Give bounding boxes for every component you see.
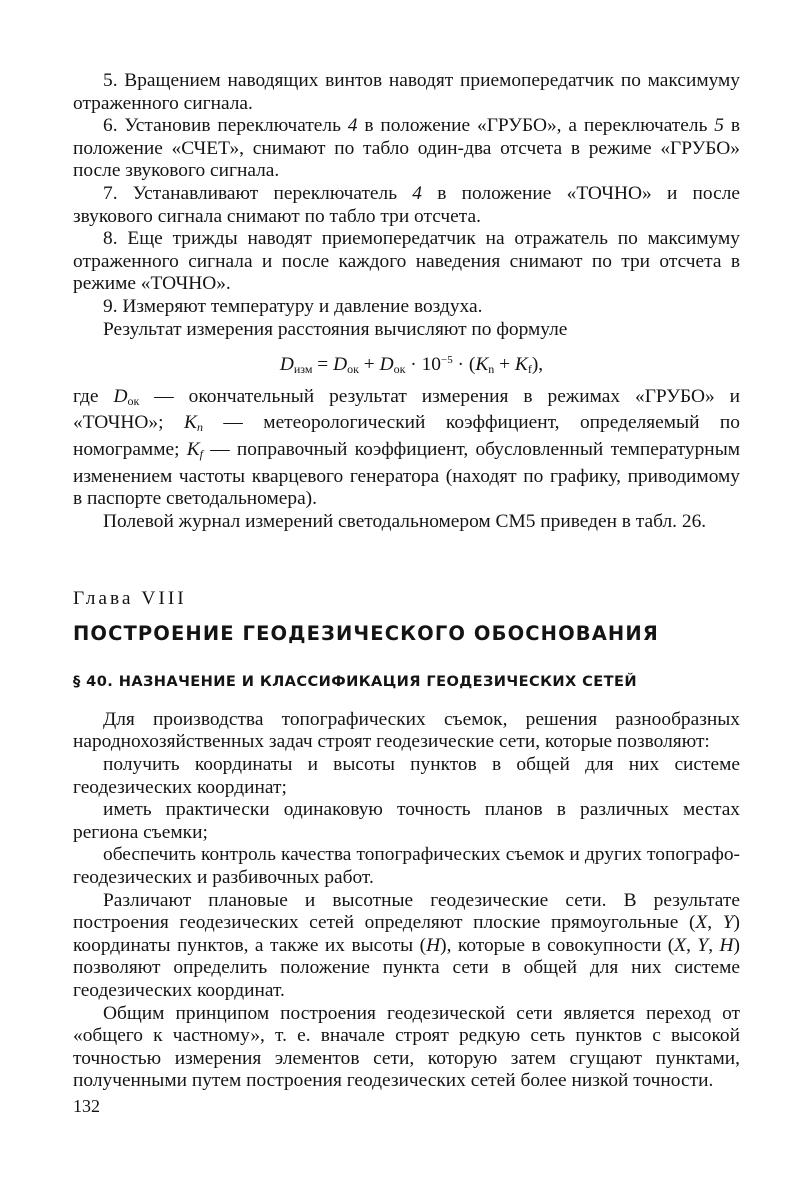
section-paragraph — [73, 890, 740, 1003]
coordinate-symbol: Y — [722, 912, 734, 934]
formula-subscript: n — [488, 362, 495, 377]
step-9: 9. Измеряют температуру и давление воздуха. — [103, 295, 483, 317]
step-6 — [73, 115, 740, 183]
formula-symbol: D — [113, 385, 128, 407]
formula-exponent: −5 — [440, 354, 453, 367]
paragraph-text: Различают плановые и высотные геодезические сети. В результате построения геодезических сетей определяют плоские прямоугольные ( — [73, 889, 740, 934]
formula-symbol: D — [333, 354, 348, 376]
chapter-label: Глава VIII — [73, 588, 187, 610]
section-title: § 40. НАЗНАЧЕНИЕ И КЛАССИФИКАЦИЯ ГЕОДЕЗИЧЕСКИХ СЕТЕЙ — [73, 672, 637, 690]
paragraph-text: , — [707, 912, 723, 934]
coordinate-symbol: Y — [697, 934, 709, 956]
book-page — [73, 70, 740, 1118]
journal-note: Полевой журнал измерений светодальномером СМ5 приведен в табл. 26. — [103, 510, 707, 532]
switch-number: 4 — [412, 182, 422, 204]
step-7 — [73, 183, 740, 228]
paragraph-text: ) позволяют определить положение пункта сети в общей для них системе геодезических координат. — [73, 934, 740, 1001]
paragraph-text: ), которые в совокупности ( — [440, 934, 675, 956]
formula-subscript: f — [527, 362, 532, 377]
step-6-text-b: в положение «ГРУБО», а переключатель — [357, 115, 715, 137]
formula-symbol: K — [475, 354, 489, 376]
distance-formula — [73, 349, 740, 381]
formula-subscript: ок — [347, 362, 359, 377]
formula-symbol: D — [379, 354, 394, 376]
formula-operator: · 10 — [405, 354, 441, 376]
coordinate-symbol: H — [426, 934, 441, 956]
formula-operator: ), — [531, 354, 544, 376]
formula-operator: · ( — [452, 354, 476, 376]
section-paragraph: Общим принципом построения геодезической сети является переход от «общего к частному», т. е. вначале строят редкую сеть пунктов с высокой точностью измерения элементов сети, которую затем сгущают пунктами, полученными путем построения геодезических сетей более низкой точности. — [73, 1002, 740, 1092]
formula-symbol: K — [514, 354, 528, 376]
formula-subscript: изм — [293, 362, 313, 377]
formula-operator: = — [312, 354, 334, 376]
result-intro: Результат измерения расстояния вычисляют по формуле — [103, 318, 568, 340]
step-5: 5. Вращением наводящих винтов наводят приемопередатчик по максимуму отраженного сигнала. — [73, 70, 740, 114]
paragraph-text: , — [686, 934, 698, 956]
section-body — [73, 709, 740, 1093]
paragraph-text: , — [708, 934, 720, 956]
switch-number: 4 — [347, 115, 358, 137]
explanation-text: где — [73, 385, 114, 407]
formula-operator: + — [358, 354, 380, 376]
explanation-text: — окончательный результат измерения в режимах «ГРУБО» и «ТОЧНО»; — [73, 385, 740, 434]
formula-symbol: D — [279, 354, 294, 376]
step-8: 8. Еще трижды наводят приемопередатчик на отражатель по максимуму отраженного сигнала и после каждого наведения снимают по три отсчета в режиме «ТОЧНО». — [73, 228, 740, 295]
explanation-text: — метеорологический коэффициент, определяемый по номограмме; — [73, 412, 741, 460]
spacer — [73, 533, 740, 588]
step-6-text-c: в положение «СЧЕТ», снимают по табло один-два отсчета в режиме «ГРУБО» после звукового сигнала. — [73, 115, 740, 182]
coordinate-symbol: X — [674, 934, 687, 956]
page-number: 132 — [73, 1095, 100, 1116]
section-paragraph: Для производства топографических съемок, решения разнообразных народнохозяйственных задач строят геодезические сети, которые позволяют: — [73, 708, 740, 753]
coordinate-symbol: H — [719, 934, 734, 956]
formula-symbol: K — [184, 412, 197, 434]
step-7-text-b: в положение «ТОЧНО» и после звукового сигнала снимают по табло три отсчета. — [73, 182, 740, 227]
step-7-text-a: 7. Устанавливают переключатель — [103, 182, 413, 204]
list-item: обеспечить контроль качества топографических съемок и других топографо-геодезических и разбивочных работ. — [73, 844, 740, 889]
list-item: получить координаты и высоты пунктов в общей для них системе геодезических координат; — [73, 754, 740, 798]
chapter-title: ПОСТРОЕНИЕ ГЕОДЕЗИЧЕСКОГО ОБОСНОВАНИЯ — [73, 621, 659, 645]
formula-operator: + — [494, 354, 515, 376]
formula-subscript: n — [196, 420, 203, 435]
formula-subscript: ок — [393, 362, 406, 377]
formula-subscript: ок — [127, 393, 140, 408]
formula-subscript: f — [199, 446, 203, 461]
switch-number: 5 — [714, 115, 724, 137]
list-item: иметь практически одинаковую точность планов в различных местах региона съемки; — [73, 799, 740, 843]
step-6-text-a: 6. Установив переключатель — [103, 115, 348, 137]
formula-explanation — [73, 386, 740, 511]
paragraph-text: ) координаты пунктов, а также их высоты ( — [73, 912, 740, 956]
explanation-text: — поправочный коэффициент, обусловленный температурным изменением частоты кварцевого генератора (находят по графику, приводимому в паспорте светодальномера). — [73, 438, 740, 510]
formula-symbol: K — [186, 438, 200, 460]
coordinate-symbol: X — [695, 912, 708, 934]
